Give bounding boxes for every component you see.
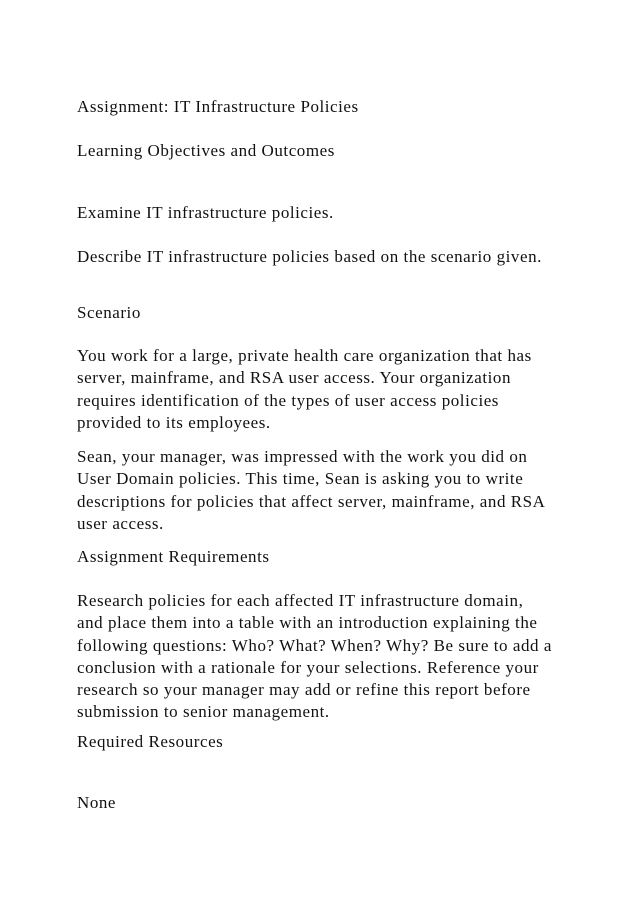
scenario-p1-line: server, mainframe, and RSA user access. Your organization [77, 368, 512, 388]
requirements-line: following questions: Who? What? When? Why? Be sure to add a [77, 635, 552, 655]
scenario-paragraph-2 [77, 446, 546, 535]
scenario-p2-line: descriptions for policies that affect server, mainframe, and RSA [77, 491, 546, 511]
scenario-p2-line: Sean, your manager, was impressed with the work you did on [77, 447, 528, 466]
requirements-line: conclusion with a rationale for your selections. Reference your [77, 657, 539, 677]
scenario-p2-line: User Domain policies. This time, Sean is asking you to write [77, 469, 524, 489]
requirements-line: and place them into a table with an introduction explaining the [77, 613, 538, 633]
document-title: Assignment: IT Infrastructure Policies [77, 97, 359, 116]
scenario-p1-line: You work for a large, private health care organization that has [77, 346, 532, 365]
scenario-p2-line: user access. [77, 513, 164, 533]
requirements-line: Research policies for each affected IT infrastructure domain, [77, 591, 524, 610]
scenario-paragraph-1 [77, 345, 532, 434]
requirements-line: research so your manager may add or refine this report before [77, 680, 531, 700]
requirements-line: submission to senior management. [77, 702, 330, 722]
resources-value: None [77, 793, 117, 812]
scenario-heading: Scenario [77, 303, 141, 322]
requirements-heading: Assignment Requirements [77, 547, 270, 566]
scenario-p1-line: provided to its employees. [77, 412, 271, 432]
requirements-paragraph [77, 590, 552, 724]
scenario-p1-line: requires identification of the types of user access policies [77, 390, 499, 410]
objectives-heading: Learning Objectives and Outcomes [77, 141, 335, 160]
resources-heading: Required Resources [77, 732, 224, 751]
objective-2: Describe IT infrastructure policies based on the scenario given. [77, 247, 542, 266]
objective-1: Examine IT infrastructure policies. [77, 203, 334, 222]
